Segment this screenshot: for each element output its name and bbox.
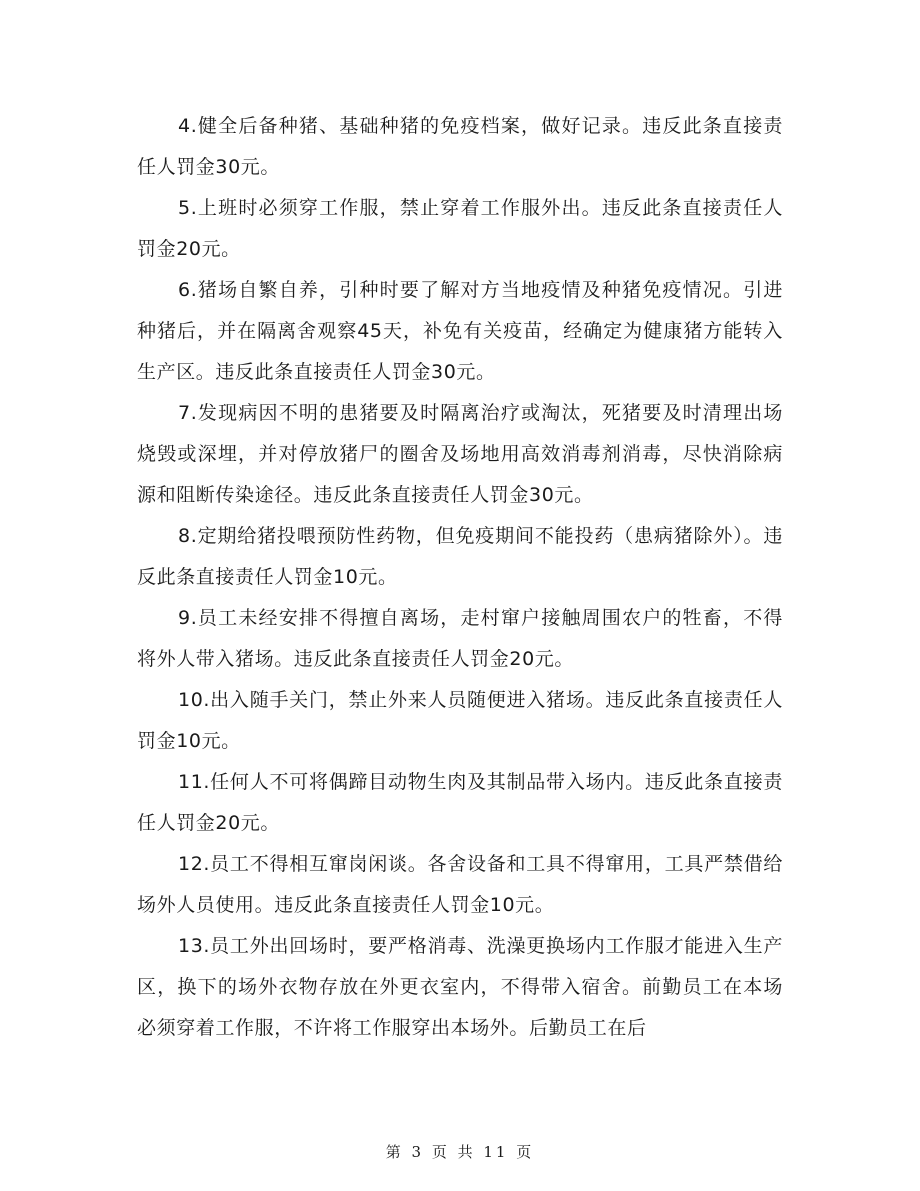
page-number-footer: 第 3 页 共 11 页 [385,1143,535,1161]
rule-paragraph-9: 9.员工未经安排不得擅自离场，走村窜户接触周围农户的牲畜，不得将外人带入猪场。违反此条直接责任人罚金20元。 [137,607,783,670]
rule-paragraph-7: 7.发现病因不明的患猪要及时隔离治疗或淘汰，死猪要及时清理出场烧毁或深埋，并对停放猪尸的圈舍及场地用高效消毒剂消毒，尽快消除病源和阻断传染途径。违反此条直接责任人罚金30元。 [137,402,783,506]
rule-paragraph-12: 12.员工不得相互窜岗闲谈。各舍设备和工具不得窜用，工具严禁借给场外人员使用。违反此条直接责任人罚金10元。 [137,853,783,916]
rule-paragraph-13: 13.员工外出回场时，要严格消毒、洗澡更换场内工作服才能进入生产区，换下的场外衣物存放在外更衣室内，不得带入宿舍。前勤员工在本场必须穿着工作服，不许将工作服穿出本场外。后勤员工在后 [137,935,783,1039]
rule-paragraph-10: 10.出入随手关门，禁止外来人员随便进入猪场。违反此条直接责任人罚金10元。 [137,689,783,752]
rule-paragraph-5: 5.上班时必须穿工作服，禁止穿着工作服外出。违反此条直接责任人罚金20元。 [137,197,783,260]
rule-paragraph-4: 4.健全后备种猪、基础种猪的免疫档案，做好记录。违反此条直接责任人罚金30元。 [137,115,783,178]
rule-paragraph-8: 8.定期给猪投喂预防性药物，但免疫期间不能投药（患病猪除外）。违反此条直接责任人罚金10元。 [137,525,783,588]
rule-paragraph-6: 6.猪场自繁自养，引种时要了解对方当地疫情及种猪免疫情况。引进种猪后，并在隔离舍观察45天，补免有关疫苗，经确定为健康猪方能转入生产区。违反此条直接责任人罚金30元。 [137,279,783,383]
rule-paragraph-11: 11.任何人不可将偶蹄目动物生肉及其制品带入场内。违反此条直接责任人罚金20元。 [137,771,783,834]
document-body [137,106,783,1049]
